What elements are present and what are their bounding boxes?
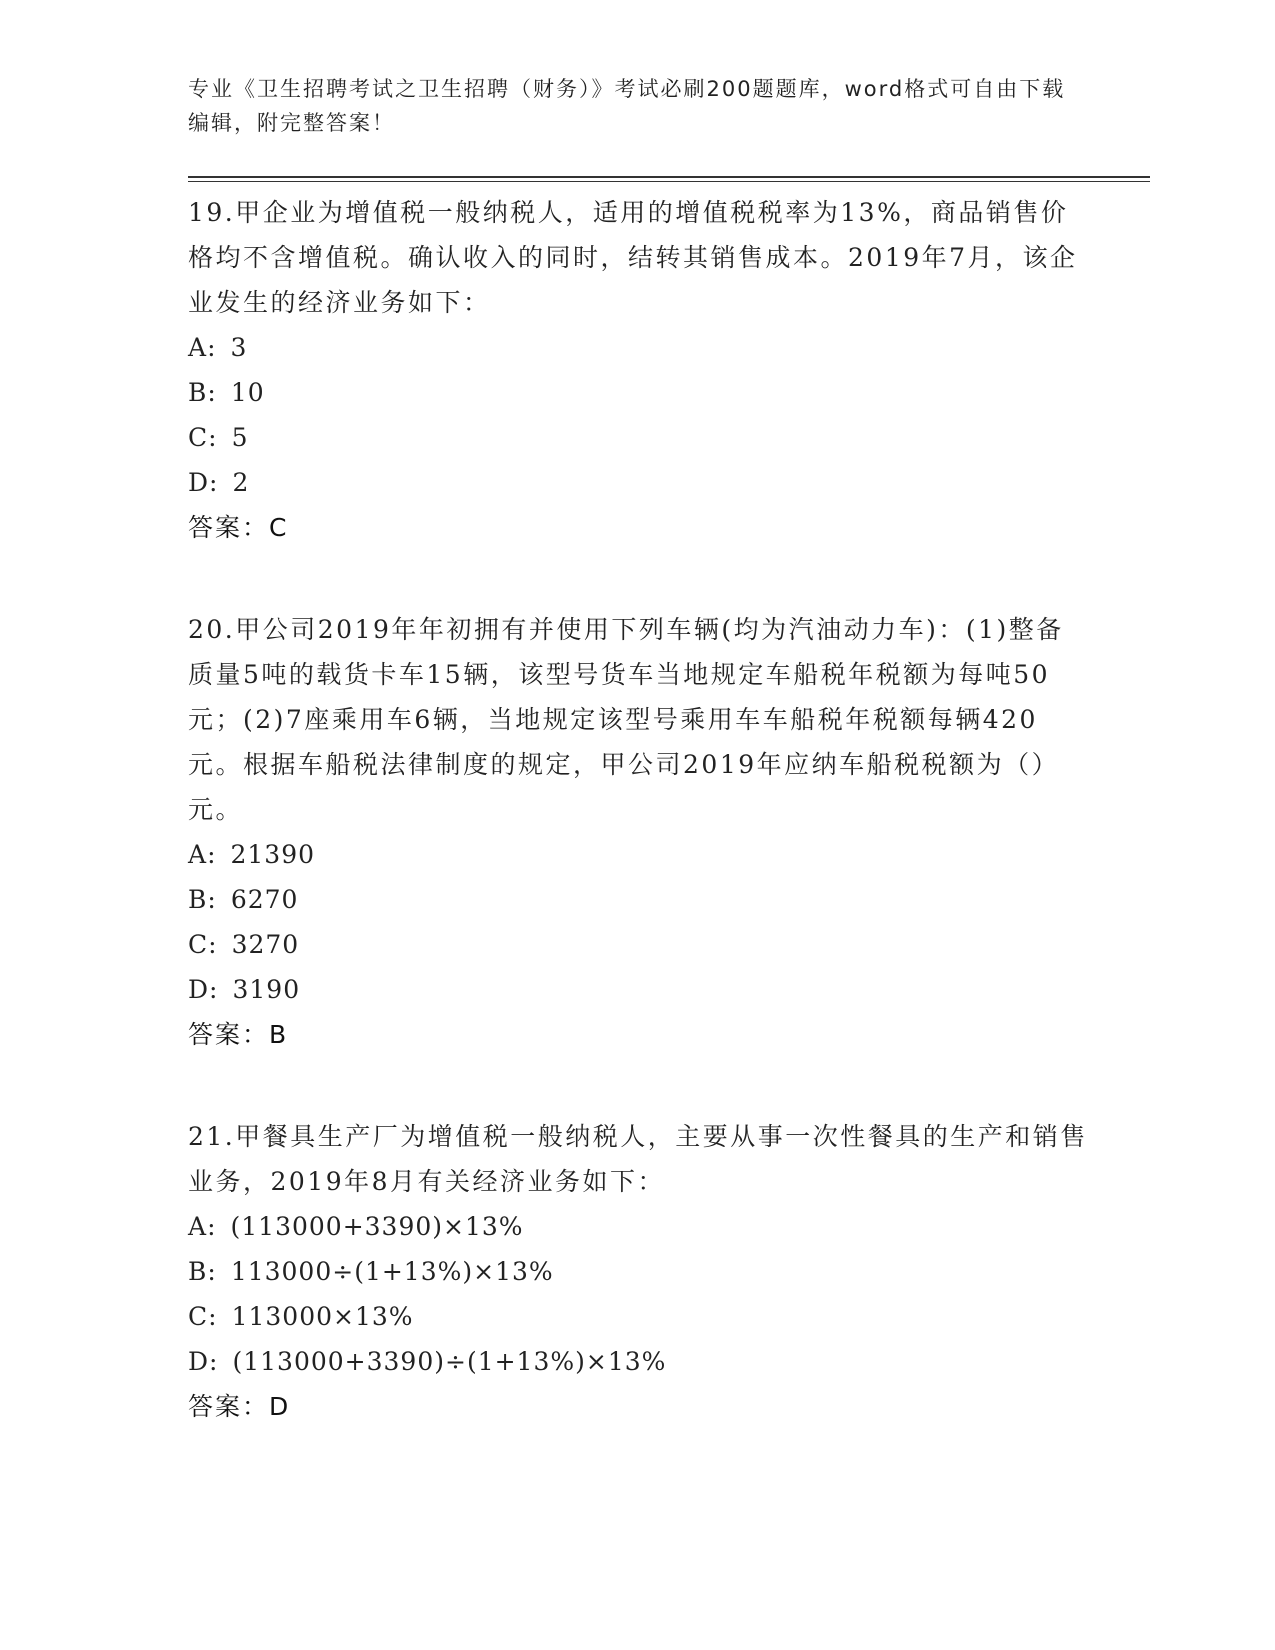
- option-text: 3: [230, 333, 248, 362]
- option-letter: A: [188, 1212, 208, 1241]
- question-list: [188, 190, 1088, 1429]
- option-text: 113000÷(1+13%)×13%: [230, 1257, 554, 1286]
- option-c: [188, 415, 1088, 460]
- document-header-intro: 专业《卫生招聘考试之卫生招聘（财务）》考试必刷200题题库，word格式可自由下载编辑，附完整答案！: [188, 77, 1066, 135]
- option-separator: :: [209, 468, 219, 497]
- option-text: 10: [230, 378, 265, 407]
- option-separator: :: [209, 975, 219, 1004]
- option-letter: A: [188, 333, 208, 362]
- option-a: [188, 832, 1088, 877]
- option-letter: D: [188, 975, 210, 1004]
- question-20: [188, 607, 1088, 1057]
- answer-label: 答案：: [188, 1020, 270, 1049]
- answer-value: B: [269, 1020, 289, 1049]
- option-text: (113000+3390)÷(1+13%)×13%: [232, 1347, 667, 1376]
- header-divider: [188, 176, 1150, 182]
- option-c: [188, 922, 1088, 967]
- option-d: [188, 967, 1088, 1012]
- option-letter: C: [188, 930, 209, 959]
- option-separator: :: [208, 423, 218, 452]
- option-letter: B: [188, 885, 208, 914]
- option-c: [188, 1294, 1088, 1339]
- question-stem: 20.甲公司2019年年初拥有并使用下列车辆(均为汽油动力车)：(1)整备质量5吨的载货卡车15辆，该型号货车当地规定车船税年税额为每吨50元；(2)7座乘用车6辆，当地规定该型号乘用车车船税年税额每辆420元。根据车船税法律制度的规定，甲公司2019年应纳车船税税额为（）元。: [188, 615, 1064, 824]
- option-b: [188, 877, 1088, 922]
- option-text: 3270: [231, 930, 300, 959]
- option-letter: B: [188, 1257, 208, 1286]
- option-separator: :: [208, 1302, 218, 1331]
- option-text: 6270: [230, 885, 299, 914]
- question-spacer: [188, 1057, 1088, 1114]
- option-letter: D: [188, 1347, 210, 1376]
- answer-label: 答案：: [188, 1392, 270, 1421]
- option-b: [188, 1249, 1088, 1294]
- option-a: [188, 325, 1088, 370]
- option-separator: :: [207, 1212, 217, 1241]
- answer-line: [188, 1384, 1088, 1429]
- option-separator: :: [207, 333, 217, 362]
- option-letter: C: [188, 423, 209, 452]
- question-stem: 21.甲餐具生产厂为增值税一般纳税人，主要从事一次性餐具的生产和销售业务，2019年8月有关经济业务如下：: [188, 1122, 1088, 1196]
- answer-value: C: [269, 513, 289, 542]
- option-separator: :: [207, 885, 217, 914]
- option-a: [188, 1204, 1088, 1249]
- option-letter: B: [188, 378, 208, 407]
- answer-line: [188, 1012, 1088, 1057]
- option-letter: A: [188, 840, 208, 869]
- answer-label: 答案：: [188, 513, 270, 542]
- option-letter: D: [188, 468, 210, 497]
- option-text: 3190: [232, 975, 301, 1004]
- option-separator: :: [207, 378, 217, 407]
- option-d: [188, 1339, 1088, 1384]
- question-21: [188, 1114, 1088, 1429]
- option-separator: :: [207, 840, 217, 869]
- option-text: (113000+3390)×13%: [230, 1212, 524, 1241]
- option-text: 113000×13%: [231, 1302, 414, 1331]
- option-separator: :: [208, 930, 218, 959]
- option-d: [188, 460, 1088, 505]
- option-b: [188, 370, 1088, 415]
- question-19: [188, 190, 1088, 550]
- option-letter: C: [188, 1302, 209, 1331]
- question-stem: 19.甲企业为增值税一般纳税人，适用的增值税税率为13%，商品销售价格均不含增值税。确认收入的同时，结转其销售成本。2019年7月，该企业发生的经济业务如下：: [188, 198, 1078, 317]
- option-text: 5: [231, 423, 249, 452]
- option-separator: :: [209, 1347, 219, 1376]
- answer-value: D: [269, 1392, 291, 1421]
- answer-line: [188, 505, 1088, 550]
- option-separator: :: [207, 1257, 217, 1286]
- question-spacer: [188, 550, 1088, 607]
- option-text: 2: [232, 468, 250, 497]
- option-text: 21390: [230, 840, 316, 869]
